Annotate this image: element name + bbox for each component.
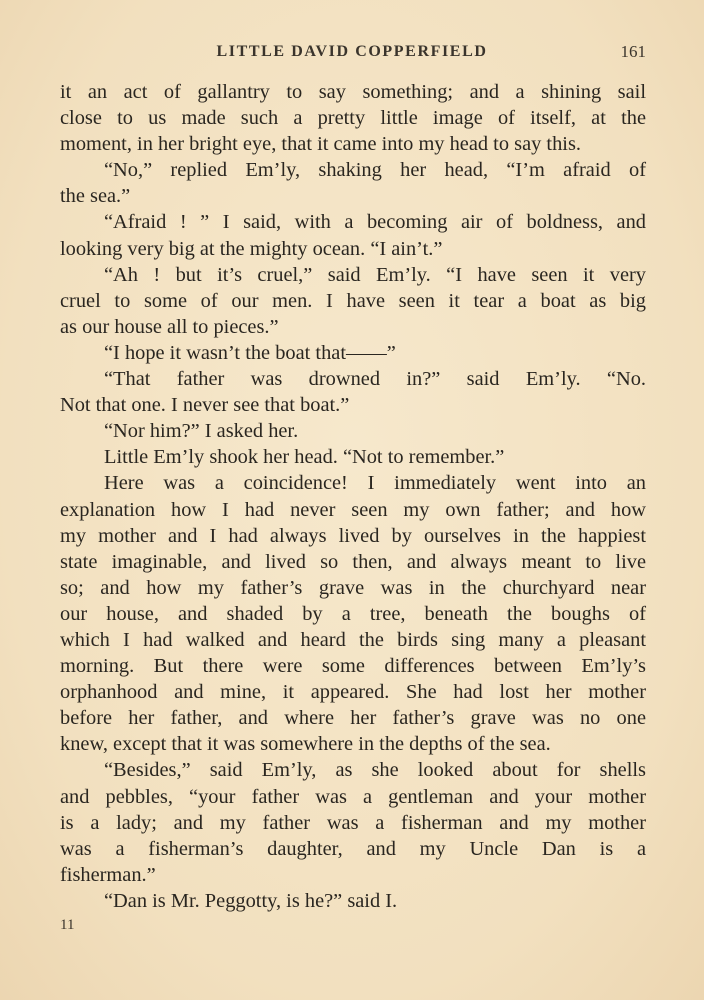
text-line: explanation how I had never seen my own father; and how bbox=[60, 498, 646, 521]
page-number: 161 bbox=[620, 42, 646, 61]
body-text bbox=[60, 79, 646, 914]
text-line: “Dan is Mr. Peggotty, is he?” said I. bbox=[104, 889, 398, 912]
text-line: Here was a coincidence! I immediately went into an bbox=[104, 472, 646, 495]
text-line: fisherman.” bbox=[60, 863, 156, 886]
text-line: “Besides,” said Em’ly, as she looked about for shells bbox=[104, 759, 646, 782]
signature-mark: 11 bbox=[60, 917, 75, 933]
text-line: our house, and shaded by a tree, beneath the boughs of bbox=[60, 602, 646, 625]
text-line: the sea.” bbox=[60, 185, 131, 208]
text-line: Little Em’ly shook her head. “Not to remember.” bbox=[104, 446, 505, 469]
text-line: orphanhood and mine, it appeared. She had lost her mother bbox=[60, 681, 646, 704]
text-line: knew, except that it was somewhere in the depths of the sea. bbox=[60, 733, 551, 756]
text-line: “Nor him?” I asked her. bbox=[104, 420, 299, 443]
text-line: “Ah ! but it’s cruel,” said Em’ly. “I have seen it very bbox=[104, 263, 646, 286]
text-line: as our house all to pieces.” bbox=[60, 315, 279, 338]
text-line: my mother and I had always lived by ourselves in the happiest bbox=[60, 524, 646, 547]
text-line: it an act of gallantry to say something; and a shining sail bbox=[60, 81, 646, 103]
text-line: “Afraid ! ” I said, with a becoming air of boldness, and bbox=[104, 211, 646, 234]
text-line: and pebbles, “your father was a gentleman and your mother bbox=[60, 785, 646, 808]
text-line: moment, in her bright eye, that it came into my head to say this. bbox=[60, 133, 581, 156]
running-head bbox=[0, 40, 704, 64]
text-line: “No,” replied Em’ly, shaking her head, “I’m afraid of bbox=[104, 159, 646, 182]
text-line: Not that one. I never see that boat.” bbox=[60, 394, 350, 417]
running-head-title: LITTLE DAVID COPPERFIELD bbox=[216, 43, 488, 60]
text-line: “That father was drowned in?” said Em’ly. “No. bbox=[104, 368, 646, 391]
text-line: is a lady; and my father was a fisherman and my mother bbox=[60, 811, 646, 834]
text-line: which I had walked and heard the birds sing many a pleasant bbox=[60, 628, 646, 651]
text-line: was a fisherman’s daughter, and my Uncle Dan is a bbox=[60, 837, 646, 860]
text-line: so; and how my father’s grave was in the churchyard near bbox=[60, 576, 646, 599]
text-line: state imaginable, and lived so then, and always meant to live bbox=[60, 550, 646, 573]
text-line: before her father, and where her father’s grave was no one bbox=[60, 707, 646, 730]
text-line: morning. But there were some differences between Em’ly’s bbox=[60, 655, 646, 678]
text-line: close to us made such a pretty little image of itself, at the bbox=[60, 107, 646, 130]
text-line: looking very big at the mighty ocean. “I ain’t.” bbox=[60, 237, 443, 260]
text-line: cruel to some of our men. I have seen it tear a boat as big bbox=[60, 289, 646, 312]
text-line: “I hope it wasn’t the boat that——” bbox=[104, 341, 396, 364]
